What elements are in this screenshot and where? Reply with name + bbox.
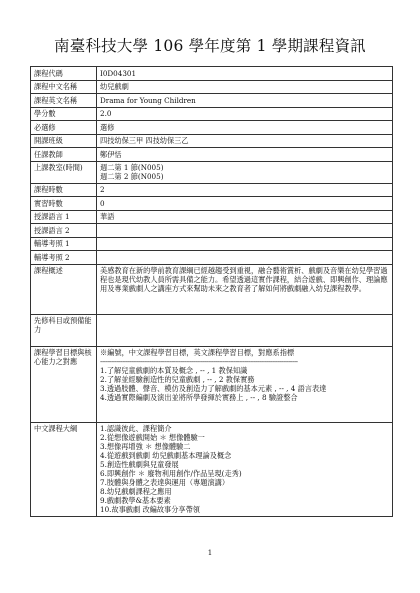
overview-label: 課程概述 [31, 264, 97, 314]
outline-item: 5.創造性戲劇與兒童發展 [100, 460, 179, 469]
objective-item: 3.透過肢體、聲音、模仿及創造力了解戲劇的基本元素 , -- , 4 語言表達 [100, 384, 327, 393]
classroom-line: 週二第 1 節(N005) [100, 163, 164, 172]
outline-item: 2.從想像遊戲開始 ＊ 想像體驗一 [100, 433, 205, 442]
row-class [31, 134, 393, 148]
course-name-zh-label: 課程中文名稱 [31, 80, 97, 94]
class-label: 開課班級 [31, 134, 97, 148]
outline-item: 6.即興創作 ＊ 廢物利用創作/作品呈現(走秀) [100, 469, 242, 478]
lecture-hours-label: 課程時數 [31, 183, 97, 197]
row-classroom [31, 161, 393, 183]
outline-item: 7.肢體與身體之表達與運用（專題演講） [100, 478, 230, 487]
outline-item: 3.想像再增強 ＊ 想像體驗二 [100, 442, 191, 451]
license-2-label: 輔導考照 2 [31, 251, 97, 265]
outline-item: 10.故事戲劇 改編故事分享帶領 [100, 505, 200, 514]
row-outline [31, 422, 393, 516]
overview-value [97, 264, 393, 314]
objectives-divider: ------------------------------------------------------------------------------------------------------------ [100, 357, 298, 366]
row-language-1 [31, 210, 393, 224]
objectives-label: 課程學習目標與核心能力之對應 [31, 346, 97, 422]
row-course-name-en [31, 94, 393, 108]
required-value: 選修 [97, 121, 393, 135]
license-1-value [97, 237, 393, 251]
course-name-en-label: 課程英文名稱 [31, 94, 97, 108]
row-lecture-hours [31, 183, 393, 197]
course-info-table [30, 66, 393, 517]
classroom-line: 週二第 2 節(N005) [100, 172, 164, 181]
classroom-label: 上課教室(時間) [31, 161, 97, 183]
row-prerequisites [31, 314, 393, 346]
required-label: 必選修 [31, 121, 97, 135]
license-1-label: 輔導考照 1 [31, 237, 97, 251]
row-teacher [31, 148, 393, 162]
credits-value: 2.0 [97, 107, 393, 121]
class-value: 四技幼保三甲 四技幼保三乙 [97, 134, 393, 148]
row-practice-hours [31, 197, 393, 211]
page-number: 1 [207, 549, 213, 557]
practice-hours-label: 實習時數 [31, 197, 97, 211]
row-license-2 [31, 251, 393, 265]
objective-item: 2.了解並經驗創造性的兒童戲劇 , -- , 2 教保實務 [100, 375, 255, 384]
language-1-value: 華語 [97, 210, 393, 224]
course-name-zh-value: 幼兒戲劇 [97, 80, 393, 94]
row-license-1 [31, 237, 393, 251]
row-objectives [31, 346, 393, 422]
teacher-label: 任課教師 [31, 148, 97, 162]
language-2-label: 授課語言 2 [31, 224, 97, 238]
objectives-value [97, 346, 393, 422]
classroom-value [97, 161, 393, 183]
row-required [31, 121, 393, 135]
outline-label: 中文課程大綱 [31, 422, 97, 516]
outline-item: 9.戲劇教學&基本要素 [100, 496, 171, 505]
credits-label: 學分數 [31, 107, 97, 121]
practice-hours-value: 0 [97, 197, 393, 211]
license-2-value [97, 251, 393, 265]
teacher-value: 鄭伊恬 [97, 148, 393, 162]
outline-item: 4.從遊戲到戲劇 幼兒戲劇基本理論及概念 [100, 451, 232, 460]
outline-item: 8.幼兒戲劇課程之應用 [100, 487, 172, 496]
row-course-name-zh [31, 80, 393, 94]
outline-value [97, 422, 393, 516]
objectives-header: ※編號，中文課程學習目標，英文課程學習目標，對應系指標 [100, 348, 295, 357]
language-1-label: 授課語言 1 [31, 210, 97, 224]
course-name-en-value: Drama for Young Children [97, 94, 393, 108]
row-credits [31, 107, 393, 121]
row-overview [31, 264, 393, 314]
course-code-label: 課程代碼 [31, 67, 97, 81]
prerequisites-label: 先修科目或預備能力 [31, 314, 97, 346]
row-course-code [31, 67, 393, 81]
outline-item: 1.認識彼此、課程簡介 [100, 424, 172, 433]
objective-item: 4.透過實際編劇及演出並將所學發揮於實務上 , -- , 8 驗證整合 [100, 393, 298, 402]
overview-text: 美感教育在新的學前教育課綱已經越趨受到重視，融合藝術賞析、戲劇及音樂在幼兒學習過程也是現代幼教人員所需具備之能力。希望透過這實作課程，結合遊戲、即興創作、理論應用及專業戲劇人之講座方式來幫助未來之教育者了解如何將戲劇融入幼兒課程教學。 [100, 266, 388, 293]
page-title: 南臺科技大學 106 學年度第 1 學期課程資訊 [54, 37, 366, 55]
objective-item: 1.了解兒童戲劇的本質及概念 , -- , 1 教保知識 [100, 366, 248, 375]
language-2-value [97, 224, 393, 238]
lecture-hours-value: 2 [97, 183, 393, 197]
prerequisites-value [97, 314, 393, 346]
course-code-value: I0D04301 [97, 67, 393, 81]
row-language-2 [31, 224, 393, 238]
